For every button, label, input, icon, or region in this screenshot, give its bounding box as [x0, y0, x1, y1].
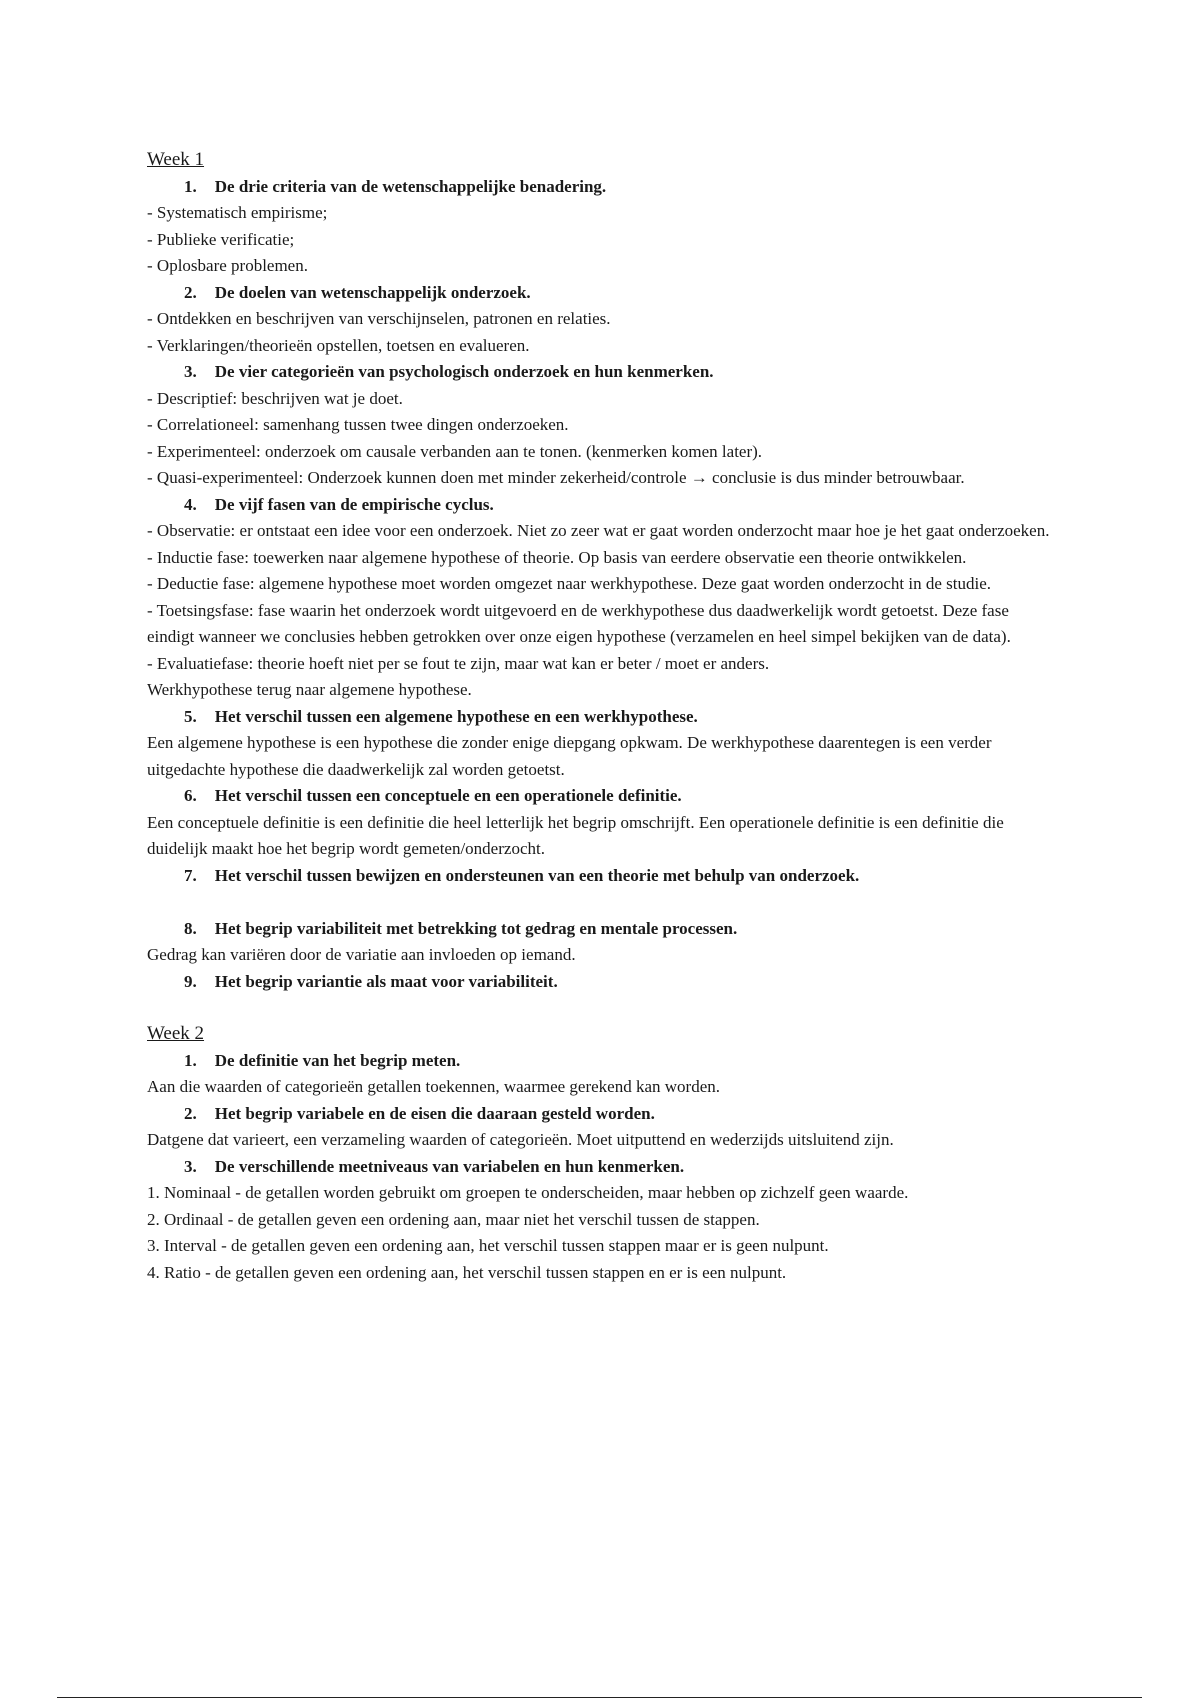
question-title: De drie criteria van de wetenschappelijke benadering. — [214, 176, 607, 196]
week-2-heading: Week 2 — [147, 1023, 205, 1044]
question-number: 2. — [184, 282, 197, 302]
question-heading — [147, 704, 1057, 731]
answer-line: - Oplosbare problemen. — [147, 256, 308, 275]
answer-line: - Verklaringen/theorieën opstellen, toetsen en evalueren. — [147, 335, 530, 355]
question-number: 5. — [184, 706, 197, 726]
question-number: 8. — [184, 918, 197, 938]
indent — [147, 1048, 184, 1075]
week-1-questions — [147, 174, 1057, 996]
answer-line: - Toetsingsfase: fase waarin het onderzoek wordt uitgevoerd en de werkhypothese dus daadwerkelijk wordt getoetst. Deze fase eindigt wanneer we conclusies hebben getrokken over onze eigen hypothese (verzamelen en heel simpel bekijken van de data). — [147, 600, 1011, 646]
question-heading — [147, 359, 1057, 386]
answer-line: Aan die waarden of categorieën getallen toekennen, waarmee gerekend kan worden. — [147, 1077, 720, 1096]
answer-line: - Evaluatiefase: theorie hoeft niet per se fout te zijn, maar wat kan er beter / moet er anders. — [147, 653, 770, 673]
question-title: Het verschil tussen een algemene hypothese en een werkhypothese. — [214, 706, 698, 726]
question-heading — [147, 916, 1057, 943]
indent — [147, 492, 184, 519]
document-body — [147, 147, 1057, 1286]
week-1-heading: Week 1 — [147, 149, 205, 170]
answer-line: Werkhypothese terug naar algemene hypothese. — [147, 680, 472, 699]
question-number: 2. — [184, 1103, 197, 1123]
indent — [147, 1154, 184, 1181]
question-heading — [147, 174, 1057, 201]
indent — [147, 863, 184, 890]
question-title: De doelen van wetenschappelijk onderzoek. — [214, 282, 531, 302]
answer-line: 1. Nominaal - de getallen worden gebruikt om groepen te onderscheiden, maar hebben op zichzelf geen waarde. — [147, 1183, 909, 1202]
indent — [147, 280, 184, 307]
answer-line: Gedrag kan variëren door de variatie aan invloeden op iemand. — [147, 945, 576, 964]
answer-line: - Correlationeel: samenhang tussen twee dingen onderzoeken. — [147, 415, 569, 434]
footer-divider — [57, 1697, 1142, 1698]
answer-line: - Experimenteel: onderzoek om causale verbanden aan te tonen. (kenmerken komen later). — [147, 441, 763, 461]
question-title: Het begrip variantie als maat voor variabiliteit. — [214, 971, 558, 991]
week-2-questions — [147, 1048, 1057, 1287]
question-title: De vijf fasen van de empirische cyclus. — [214, 494, 494, 514]
question-heading — [147, 1101, 1057, 1128]
question-heading — [147, 280, 1057, 307]
question-number: 3. — [184, 362, 197, 381]
answer-line: - Quasi-experimenteel: Onderzoek kunnen doen met minder zekerheid/controle → conclusie is dus minder betrouwbaar. — [147, 468, 965, 487]
question-title: Het verschil tussen een conceptuele en een operationele definitie. — [214, 786, 682, 805]
answer-line: Datgene dat varieert, een verzameling waarden of categorieën. Moet uitputtend en wederzijds uitsluitend zijn. — [147, 1130, 894, 1149]
question-heading — [147, 492, 1057, 519]
question-number: 1. — [184, 176, 197, 196]
question-heading — [147, 969, 1057, 996]
question-number: 6. — [184, 786, 197, 805]
question-number: 7. — [184, 865, 197, 885]
question-title: De vier categorieën van psychologisch onderzoek en hun kenmerken. — [214, 362, 714, 381]
question-heading — [147, 863, 1057, 890]
question-title: Het verschil tussen bewijzen en ondersteunen van een theorie met behulp van onderzoek. — [214, 865, 860, 885]
indent — [147, 174, 184, 201]
answer-line: - Ontdekken en beschrijven van verschijnselen, patronen en relaties. — [147, 309, 611, 328]
indent — [147, 916, 184, 943]
question-heading — [147, 783, 1057, 810]
answer-line: - Descriptief: beschrijven wat je doet. — [147, 388, 403, 408]
question-heading — [147, 1048, 1057, 1075]
indent — [147, 1101, 184, 1128]
question-title: Het begrip variabiliteit met betrekking tot gedrag en mentale processen. — [214, 918, 738, 938]
question-number: 3. — [184, 1156, 197, 1176]
answer-line: 3. Interval - de getallen geven een ordening aan, het verschil tussen stappen maar er is geen nulpunt. — [147, 1236, 829, 1255]
answer-line: - Observatie: er ontstaat een idee voor een onderzoek. Niet zo zeer wat er gaat worden onderzocht maar hoe je het gaat onderzoeken. — [147, 521, 1050, 540]
answer-line: 4. Ratio - de getallen geven een ordening aan, het verschil tussen stappen en er is een nulpunt. — [147, 1262, 787, 1282]
question-title: De definitie van het begrip meten. — [214, 1050, 461, 1070]
indent — [147, 704, 184, 731]
question-heading — [147, 1154, 1057, 1181]
answer-line: Een conceptuele definitie is een definitie die heel letterlijk het begrip omschrijft. Een operationele definitie is een definitie die duidelijk maakt hoe het begrip wordt gemeten/onderzocht. — [147, 812, 1004, 858]
answer-line — [147, 889, 1057, 916]
question-title: Het begrip variabele en de eisen die daaraan gesteld worden. — [214, 1103, 655, 1123]
indent — [147, 359, 184, 386]
indent — [147, 783, 184, 810]
question-number: 9. — [184, 971, 197, 991]
question-number: 4. — [184, 494, 197, 514]
answer-line: - Systematisch empirisme; — [147, 203, 328, 222]
question-title: De verschillende meetniveaus van variabelen en hun kenmerken. — [214, 1156, 685, 1176]
answer-line: - Deductie fase: algemene hypothese moet worden omgezet naar werkhypothese. Deze gaat worden onderzocht in de studie. — [147, 574, 991, 593]
answer-line: - Inductie fase: toewerken naar algemene hypothese of theorie. Op basis van eerdere observatie een theorie ontwikkelen. — [147, 547, 967, 567]
answer-line: Een algemene hypothese is een hypothese die zonder enige diepgang opkwam. De werkhypothese daarentegen is een verder uitgedachte hypothese die daadwerkelijk zal worden getoetst. — [147, 733, 992, 779]
question-number: 1. — [184, 1050, 197, 1070]
answer-line: 2. Ordinaal - de getallen geven een ordening aan, maar niet het verschil tussen de stappen. — [147, 1209, 760, 1229]
answer-line: - Publieke verificatie; — [147, 229, 295, 249]
indent — [147, 969, 184, 996]
